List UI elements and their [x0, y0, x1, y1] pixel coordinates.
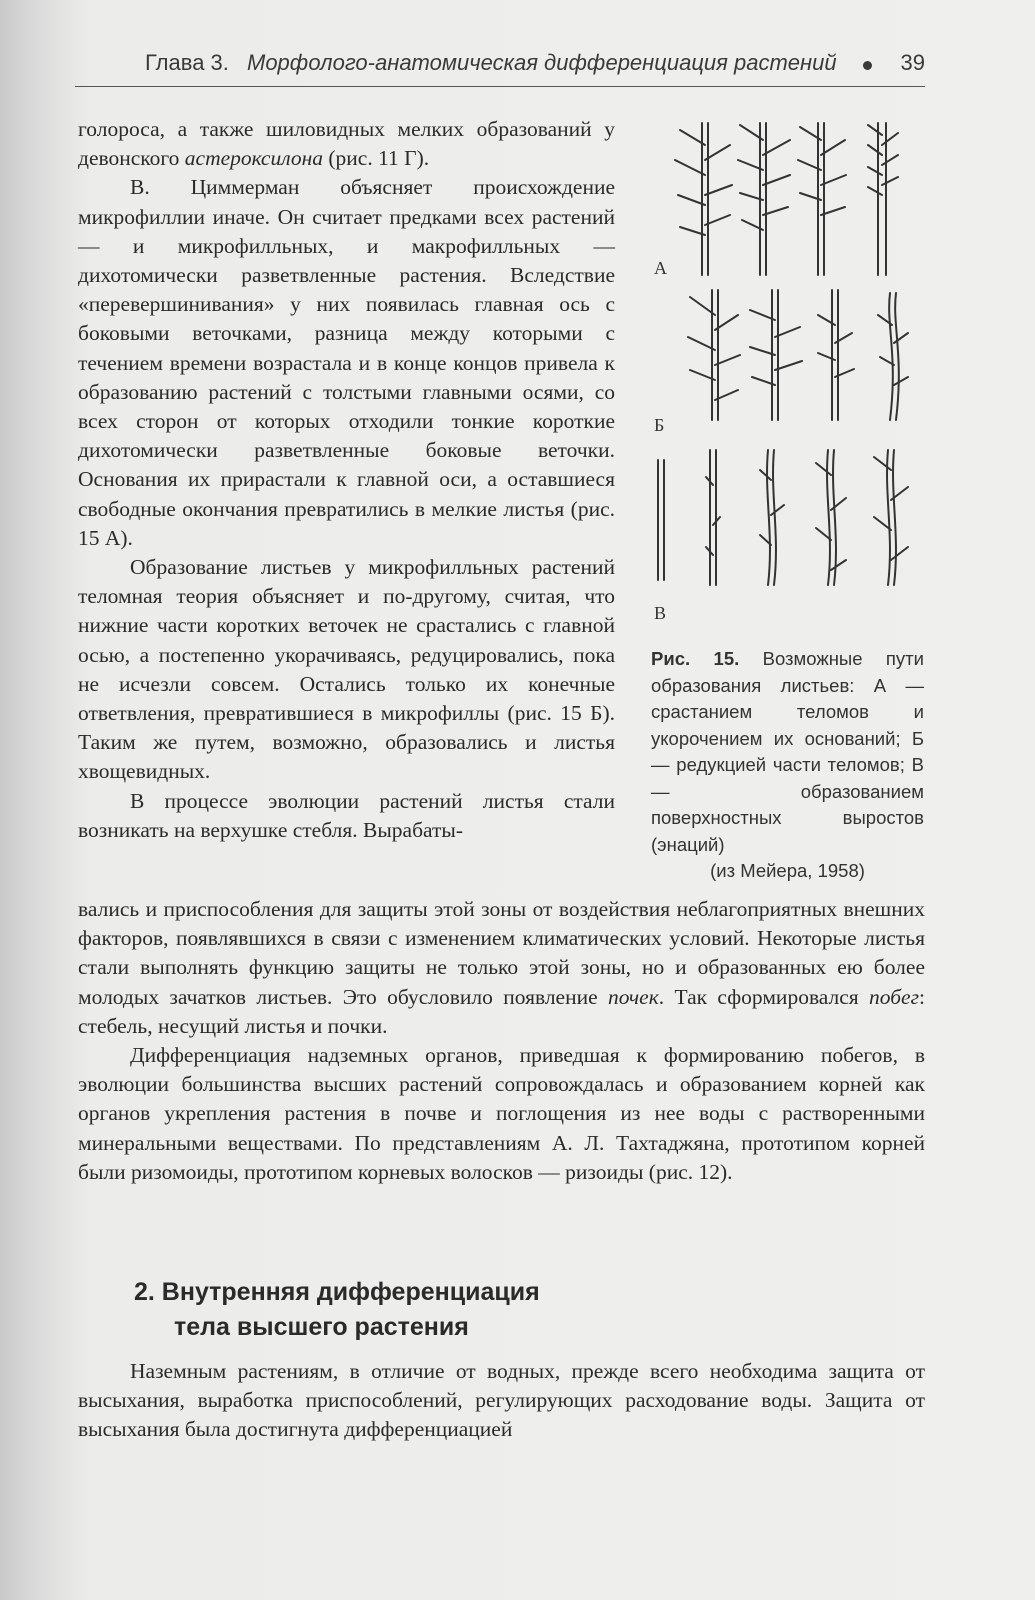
full-width-text-2	[78, 1357, 925, 1445]
bullet-separator	[863, 61, 872, 70]
row-c-drawings	[658, 450, 908, 585]
paragraph-1: голороса, а также шиловидных мелких образований у девонского астероксилона (рис. 11 Г).	[78, 117, 615, 171]
heading-line-2: тела высшего растения	[174, 1313, 469, 1341]
section-heading	[134, 1275, 540, 1345]
paragraph-5: Дифференциация надземных органов, приведшая к формированию побегов, в эволюции большинства высших растений сопровождалась и образованием корней как органов укрепления растения в почве и поглощения из нее воды с растворенными минеральными веществами. По представлениям А. Л. Тахтаджяна, прототипом корней были ризомоиды, прототипом корневых волосков — ризоиды (рис. 12).	[78, 1043, 925, 1184]
caption-source: (из Мейера, 1958)	[710, 860, 865, 881]
leaf-evolution-drawing	[650, 115, 930, 635]
paragraph-2: В. Циммерман объясняет происхождение микрофиллии иначе. Он считает предками всех растений — и микрофилльных, и макрофилльных — дихотомически разветвленные растения. Вследствие «перевершинивания» у них появилась главная ось с боковыми веточками, разница между которыми с течением времени возрастала и в конце концов привела к образованию растений с толстыми главными осями, со всех сторон от которых отходили тонкие короткие дихотомически разветвленные боковые веточки. Основания их прирастали к главной оси, а оставшиеся свободные окончания превратились в мелкие листья (рис. 15 А).	[78, 175, 615, 550]
figure-label-c: В	[654, 603, 667, 623]
paragraph-3: Образование листьев у микрофилльных растений теломная теория объясняет и по-другому, считая, что нижние части коротких веточек не срастались с главной осью, а постепенно укорачиваясь, редуцировались, пока не исчезли совсем. Остались только их конечные ответвления, превратившиеся в микрофиллы (рис. 15 Б). Таким же путем, возможно, образовались и листья хвощевидных.	[78, 555, 615, 784]
running-header	[145, 50, 925, 84]
paragraph-4-start: В процессе эволюции растений листья стали возникать на верхушке стебля. Вырабаты-	[78, 788, 615, 842]
figure-label-b: Б	[654, 415, 665, 435]
caption-lead: Рис. 15.	[651, 648, 740, 669]
row-b-drawings	[688, 290, 908, 420]
header-rule	[75, 86, 925, 87]
figure-label-a: А	[654, 258, 667, 278]
left-column	[78, 115, 615, 845]
chapter-title: Морфолого-анатомическая дифференциация растений	[247, 50, 837, 75]
figure-caption	[651, 646, 924, 885]
chapter-label: Глава 3.	[145, 50, 229, 75]
row-a-drawings	[675, 123, 898, 275]
heading-line-1: 2. Внутренняя дифференциация	[134, 1278, 540, 1306]
paragraph-4-rest: вались и приспособления для защиты этой зоны от воздействия неблагоприятных внешних факторов, появлявшихся в связи с изменением климатических условий. Некоторые листья стали выполнять функцию защиты не только этой зоны, но и образованных ею более молодых зачатков листьев. Это обусловило появление почек. Так сформировался побег: стебель, несущий листья и почки.	[78, 897, 925, 1038]
figure-15	[650, 115, 930, 635]
full-width-text-1	[78, 895, 925, 1187]
paragraph-6: Наземным растениям, в отличие от водных, прежде всего необходима защита от высыхания, выработка приспособлений, регулирующих расходование воды. Защита от высыхания была достигнута дифференциацией	[78, 1359, 925, 1442]
caption-text: Возможные пути образования листьев: А — срастанием теломов и укорочением их оснований; Б — редукцией части теломов; В — образованием поверхностных выростов (энаций)	[651, 648, 924, 855]
page-number: 39	[900, 50, 925, 75]
